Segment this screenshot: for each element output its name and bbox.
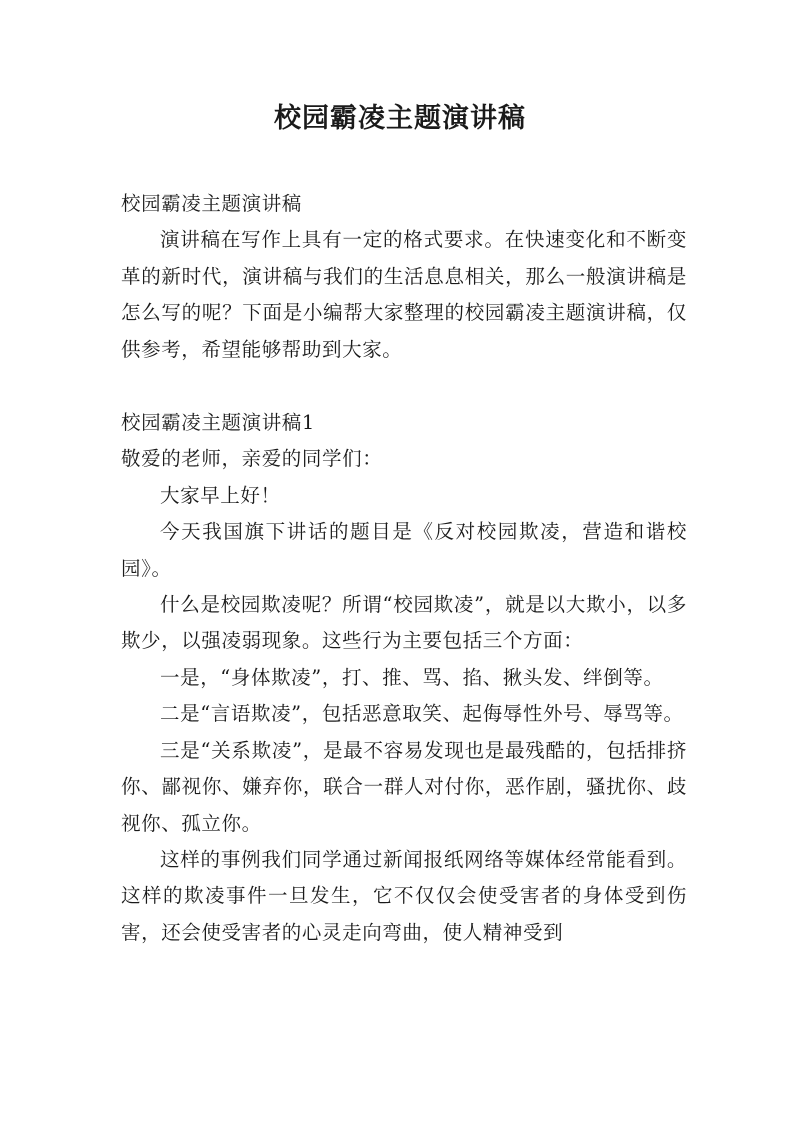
- definition-paragraph: 什么是校园欺凌呢？所谓“校园欺凌”，就是以大欺小，以多欺少，以强凌弱现象。这些行为主要包括三个方面：: [121, 593, 687, 653]
- salutation: 敬爱的老师，亲爱的同学们：: [121, 447, 383, 471]
- intro-paragraph: 演讲稿在写作上具有一定的格式要求。在快速变化和不断变革的新时代，演讲稿与我们的生活息息相关，那么一般演讲稿是怎么写的呢？下面是小编帮大家整理的校园霸凌主题演讲稿，仅供参考，希望能够帮助到大家。: [121, 228, 687, 361]
- section-heading: 校园霸凌主题演讲稿: [121, 192, 302, 215]
- physical-bullying-paragraph: 一是，“身体欺凌”，打、推、骂、掐、揪头发、绊倒等。: [160, 665, 664, 689]
- consequence-paragraph: 这样的事例我们同学通过新闻报纸网络等媒体经常能看到。这样的欺凌事件一旦发生，它不仅仅会使受害者的身体受到伤害，还会使受害者的心灵走向弯曲，使人精神受到: [121, 847, 687, 944]
- relational-bullying-paragraph: 三是“关系欺凌”，是最不容易发现也是最残酷的，包括排挤你、鄙视你、嫌弃你，联合一群人对付你，恶作剧，骚扰你、歧视你、孤立你。: [121, 738, 687, 835]
- verbal-bullying-paragraph: 二是“言语欺凌”，包括恶意取笑、起侮辱性外号、辱骂等。: [160, 702, 684, 726]
- document-title: 校园霸凌主题演讲稿: [274, 103, 526, 134]
- greeting: 大家早上好！: [160, 483, 281, 507]
- topic-paragraph: 今天我国旗下讲话的题目是《反对校园欺凌，营造和谐校园》。: [121, 520, 687, 580]
- document-body: [121, 186, 687, 951]
- speech-heading: 校园霸凌主题演讲稿1: [121, 411, 315, 435]
